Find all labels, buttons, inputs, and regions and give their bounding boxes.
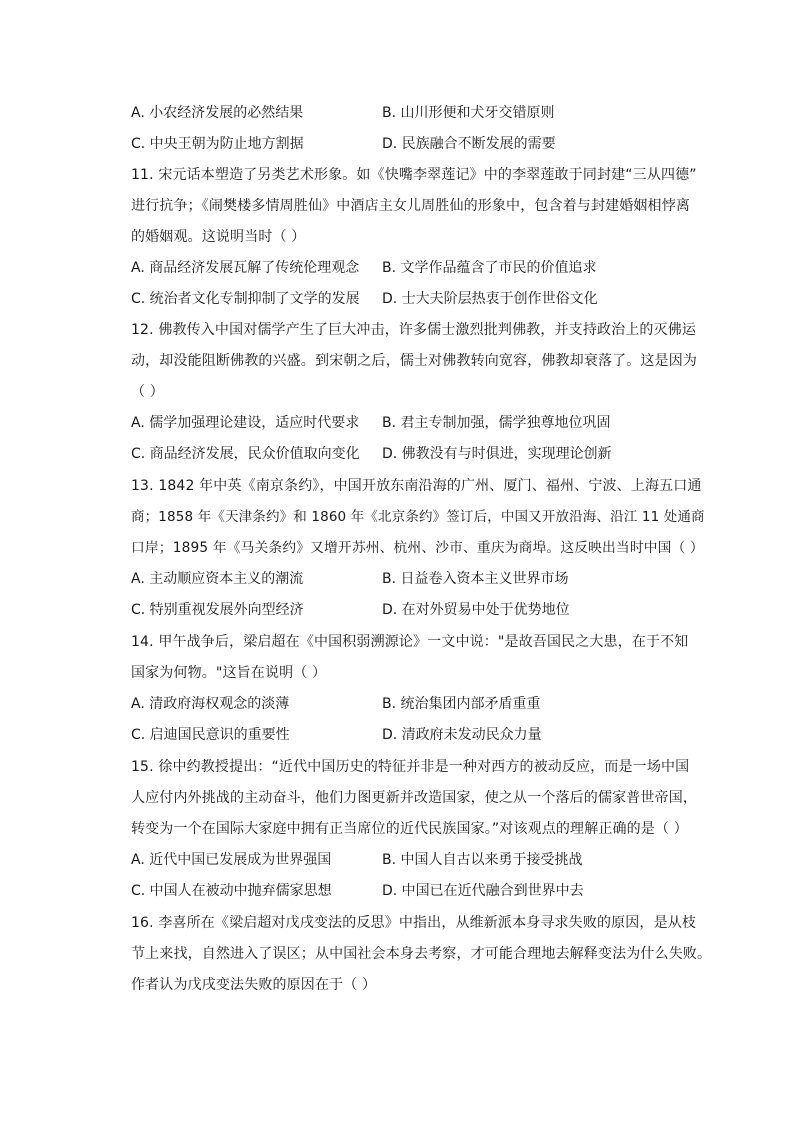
q12-stem-line-3: （ ） (131, 384, 164, 400)
q11-option-a: A. 商品经济发展瓦解了传统伦理观念 (131, 260, 360, 276)
q13-stem-line-1: 13. 1842 年中英《南京条约》，中国开放东南沿海的广州、厦门、福州、宁波、上海五口通 (131, 478, 702, 494)
q11-stem-line-2: 进行抗争；《闹樊楼多情周胜仙》中酒店主女儿周胜仙的形象中，包含着与封建婚姻相悖离 (131, 198, 690, 214)
q15-stem-line-2: 人应付内外挑战的主动奋斗，他们力图更新并改造国家，使之从一个落后的儒家普世帝国， (131, 790, 697, 806)
q13-stem-line-3: 口岸；1895 年《马关条约》又增开苏州、杭州、沙市、重庆为商埠。这反映出当时中国（ ） (131, 540, 704, 556)
q12-option-b: B. 君主专制加强，儒学独尊地位巩固 (382, 415, 611, 431)
q11-option-c: C. 统治者文化专制抑制了文学的发展 (131, 291, 360, 307)
q14-stem-line-2: 国家为何物。"这旨在说明（ ） (131, 665, 327, 681)
q15-stem-line-1: 15. 徐中约教授提出：“近代中国历史的特征并非是一种对西方的被动反应，而是一场中国 (131, 759, 690, 775)
q12-option-c: C. 商品经济发展，民众价值取向变化 (131, 446, 360, 462)
q12-option-d: D. 佛教没有与时俱进，实现理论创新 (382, 446, 612, 462)
q12-stem-line-1: 12. 佛教传入中国对儒学产生了巨大冲击，许多儒士激烈批判佛教，并支持政治上的灭佛运 (131, 322, 697, 338)
q13-option-c: C. 特别重视发展外向型经济 (131, 602, 304, 618)
q15-stem-line-3: 转变为一个在国际大家庭中拥有正当席位的近代民族国家。”对该观点的理解正确的是（ ） (131, 821, 688, 837)
q16-stem-line-3: 作者认为戊戌变法失败的原因在于（ ） (131, 977, 377, 993)
q10-option-c: C. 中央王朝为防止地方割据 (131, 136, 304, 152)
option-row (131, 569, 711, 589)
option-row (131, 134, 711, 154)
q13-stem-line-2: 商；1858 年《天津条约》和 1860 年《北京条约》签订后，中国又开放沿海、沿江 11 处通商 (131, 509, 705, 525)
q14-option-d: D. 清政府未发动民众力量 (382, 727, 542, 743)
q16-stem-line-2: 节上来找，自然进入了误区；从中国社会本身去考察，才可能合理地去解释变法为什么失败。 (131, 946, 712, 962)
option-row (131, 881, 711, 901)
option-row (131, 725, 711, 745)
q10-option-d: D. 民族融合不断发展的需要 (382, 136, 556, 152)
q12-stem-line-2: 动，却没能阻断佛教的兴盛。到宋朝之后，儒士对佛教转向宽容，佛教却衰落了。这是因为 (131, 353, 697, 369)
q11-option-b: B. 文学作品蕴含了市民的价值追求 (382, 260, 597, 276)
option-row (131, 103, 711, 123)
q11-option-d: D. 士大夫阶层热衷于创作世俗文化 (382, 291, 598, 307)
q11-stem-line-1: 11. 宋元话本塑造了另类艺术形象。如《快嘴李翠莲记》中的李翠莲敢于同封建“三从四德” (131, 167, 697, 183)
q11-stem-line-3: 的婚姻观。这说明当时（ ） (131, 229, 306, 245)
option-row (131, 694, 711, 714)
option-row (131, 444, 711, 464)
q14-stem-line-1: 14. 甲午战争后，梁启超在《中国积弱溯源论》一文中说："是故吾国民之大患，在于不知 (131, 634, 689, 650)
q14-option-a: A. 清政府海权观念的淡薄 (131, 696, 290, 712)
option-row (131, 413, 711, 433)
q13-option-d: D. 在对外贸易中处于优势地位 (382, 602, 570, 618)
option-row (131, 850, 711, 870)
q13-option-b: B. 日益卷入资本主义世界市场 (382, 571, 569, 587)
q14-option-b: B. 统治集团内部矛盾重重 (382, 696, 541, 712)
q15-option-b: B. 中国人自古以来勇于接受挑战 (382, 852, 583, 868)
q12-option-a: A. 儒学加强理论建设，适应时代要求 (131, 415, 360, 431)
q16-stem-line-1: 16. 李喜所在《梁启超对戊戌变法的反思》中指出，从维新派本身寻求失败的原因，是从枝 (131, 915, 697, 931)
q10-option-b: B. 山川形便和犬牙交错原则 (382, 105, 555, 121)
option-row (131, 600, 711, 620)
option-row (131, 258, 711, 278)
option-row (131, 289, 711, 309)
q15-option-a: A. 近代中国已发展成为世界强国 (131, 852, 332, 868)
q15-option-c: C. 中国人在被动中抛弃儒家思想 (131, 883, 332, 899)
q13-option-a: A. 主动顺应资本主义的潮流 (131, 571, 304, 587)
q14-option-c: C. 启迪国民意识的重要性 (131, 727, 290, 743)
q10-option-a: A. 小农经济发展的必然结果 (131, 105, 304, 121)
q15-option-d: D. 中国已在近代融合到世界中去 (382, 883, 584, 899)
